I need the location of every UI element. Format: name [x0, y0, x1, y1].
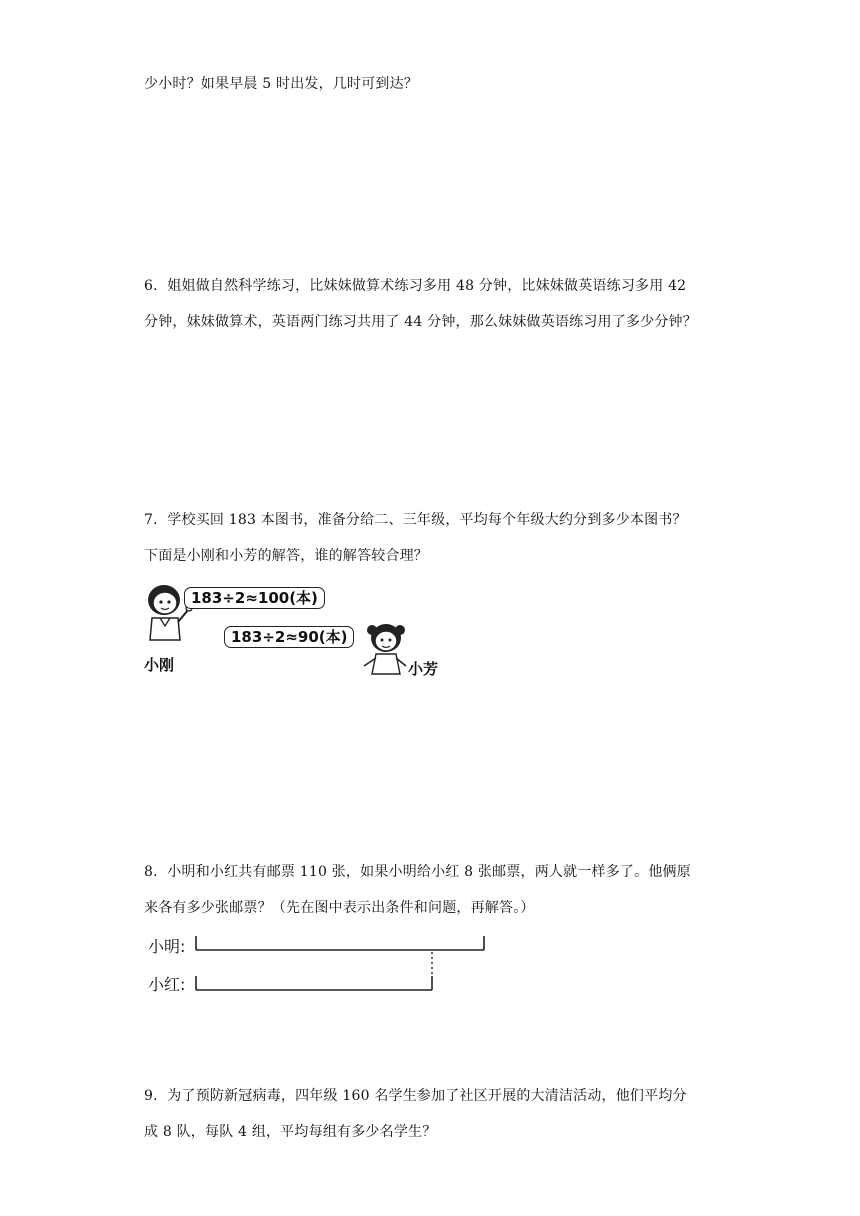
xiaoming-label: 小明: — [148, 937, 186, 956]
q7-line1: 7．学校买回 183 本图书，准备分给二、三年级，平均每个年级大约分到多少本图书？ — [144, 512, 687, 528]
xiaogang-answer-bubble: 183÷2≈100(本) — [184, 587, 325, 609]
xiaofang-name: 小芳 — [408, 660, 439, 678]
q6-line1: 6．姐姐做自然科学练习，比妹妹做算术练习多用 48 分钟，比妹妹做英语练习多用 42 — [144, 278, 687, 294]
q9-line2: 成 8 队，每队 4 组，平均每组有多少名学生？ — [144, 1124, 437, 1140]
q9-line1: 9．为了预防新冠病毒，四年级 160 名学生参加了社区开展的大清洁活动，他们平均分 — [144, 1088, 687, 1104]
q7-line2: 下面是小刚和小芳的解答，谁的解答较合理？ — [144, 548, 428, 564]
q5-continuation-text: 少小时？如果早晨 5 时出发，几时可到达？ — [144, 76, 419, 92]
xiaofang-answer-bubble: 183÷2≈90(本) — [224, 626, 354, 648]
segment-lines — [144, 930, 504, 1000]
xiaohong-label: 小红: — [148, 975, 186, 994]
q8-segment-diagram — [144, 930, 504, 1000]
q8-line1: 8．小明和小红共有邮票 110 张，如果小明给小红 8 张邮票，两人就一样多了。他俩原 — [144, 864, 691, 880]
q6-line2: 分钟，妹妹做算术，英语两门练习共用了 44 分钟，那么妹妹做英语练习用了多少分钟？ — [144, 314, 697, 330]
q8-line2: 来各有多少张邮票？（先在图中表示出条件和问题，再解答。） — [144, 900, 535, 916]
xiaogang-name: 小刚 — [144, 656, 175, 674]
q7-figure — [140, 582, 460, 682]
